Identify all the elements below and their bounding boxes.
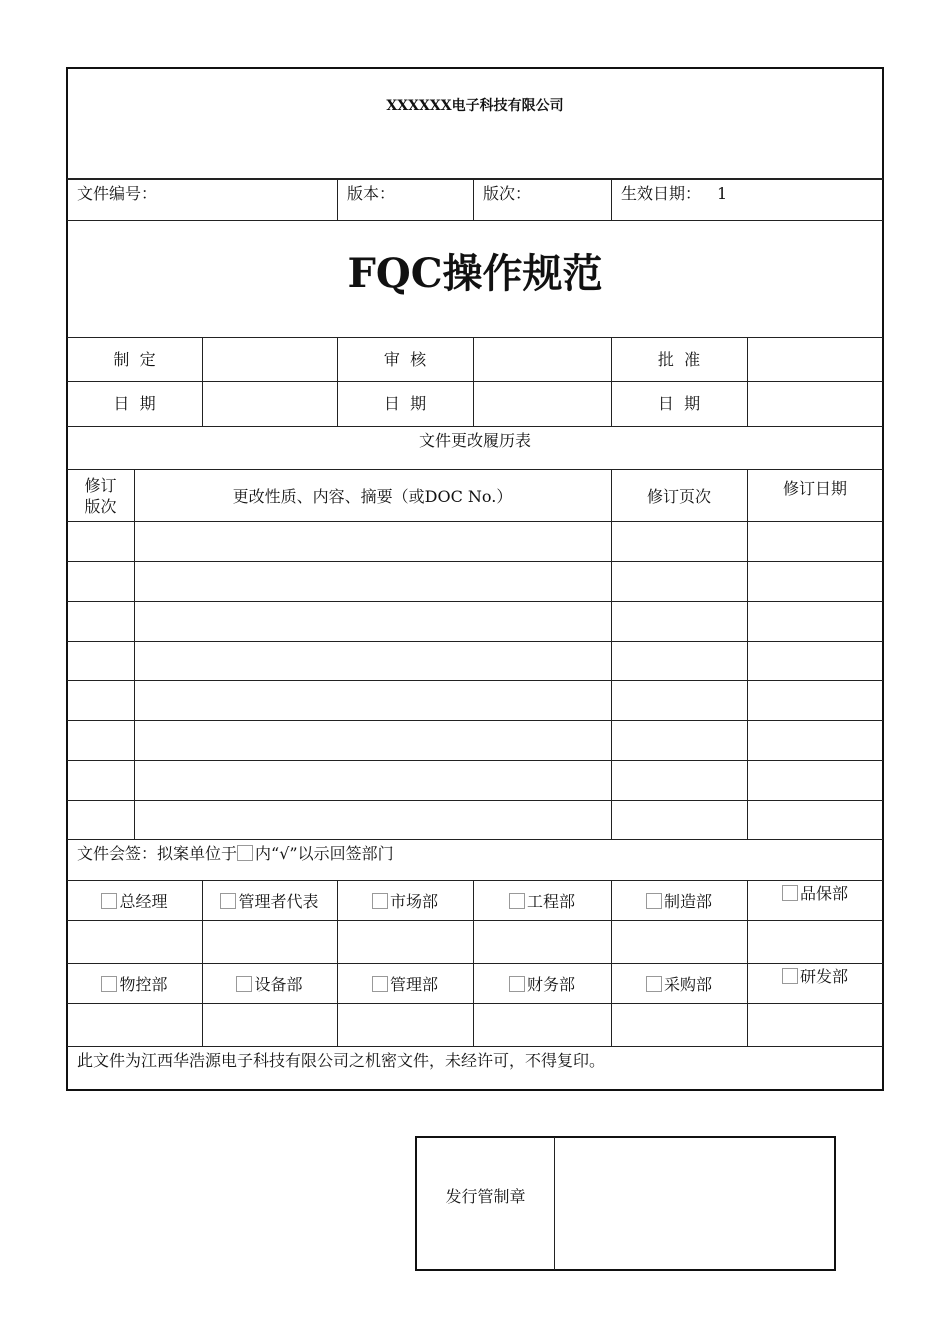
made-by-label: 制 定 bbox=[113, 350, 156, 369]
dept-purchasing[interactable]: 采购部 bbox=[611, 975, 747, 995]
effective-date-value: 1 bbox=[717, 184, 728, 203]
checkbox[interactable] bbox=[220, 893, 236, 909]
checkbox[interactable] bbox=[237, 845, 253, 861]
divider bbox=[611, 469, 612, 839]
dept-finance[interactable]: 财务部 bbox=[473, 975, 611, 995]
doc-number-label: 文件编号： bbox=[77, 184, 158, 203]
divider bbox=[134, 469, 135, 839]
divider bbox=[67, 426, 883, 427]
dept-manufacturing[interactable]: 制造部 bbox=[611, 892, 747, 912]
divider bbox=[747, 469, 748, 839]
divider bbox=[747, 880, 748, 1046]
dept-rnd[interactable]: 研发部 bbox=[747, 967, 883, 987]
divider bbox=[67, 521, 883, 522]
dept-administration[interactable]: 管理部 bbox=[337, 975, 473, 995]
version-label: 版本： bbox=[347, 184, 396, 203]
divider bbox=[67, 561, 883, 562]
review-label: 审 核 bbox=[383, 350, 427, 369]
revision-history-title: 文件更改履历表 bbox=[418, 431, 531, 450]
document-title: FQC操作规范 bbox=[347, 250, 603, 297]
col-header-revision: 修订 bbox=[84, 476, 117, 495]
col-header-pages: 修订页次 bbox=[646, 487, 711, 506]
dept-quality-assurance[interactable]: 品保部 bbox=[747, 884, 883, 904]
checkbox[interactable] bbox=[646, 893, 662, 909]
col-header-date: 修订日期 bbox=[782, 479, 847, 498]
dept-equipment[interactable]: 设备部 bbox=[202, 975, 337, 995]
checkbox[interactable] bbox=[372, 976, 388, 992]
divider bbox=[67, 920, 883, 921]
checkbox[interactable] bbox=[646, 976, 662, 992]
divider bbox=[202, 337, 203, 426]
dept-general-manager[interactable]: 总经理 bbox=[67, 892, 202, 912]
instruction-text: 文件会签：拟案单位于 bbox=[77, 844, 238, 863]
divider bbox=[67, 641, 883, 642]
divider bbox=[554, 1137, 555, 1270]
divider bbox=[337, 178, 338, 220]
confidentiality-note: 此文件为江西华浩源电子科技有限公司之机密文件，未经许可，不得复印。 bbox=[77, 1051, 606, 1070]
checkbox[interactable] bbox=[509, 893, 525, 909]
edition-label: 版次： bbox=[483, 184, 532, 203]
divider bbox=[67, 760, 883, 761]
checkbox[interactable] bbox=[782, 885, 798, 901]
divider bbox=[67, 381, 883, 382]
date-label: 日 期 bbox=[657, 394, 701, 413]
divider bbox=[67, 469, 883, 470]
company-name: XXXXXX电子科技有限公司 bbox=[386, 98, 564, 114]
divider bbox=[67, 1046, 883, 1047]
checkbox[interactable] bbox=[101, 893, 117, 909]
checkbox[interactable] bbox=[509, 976, 525, 992]
approve-label: 批 准 bbox=[657, 350, 701, 369]
checkbox[interactable] bbox=[372, 893, 388, 909]
divider bbox=[473, 337, 474, 426]
divider bbox=[67, 720, 883, 721]
col-header-content: 更改性质、内容、摘要（或DOC No.） bbox=[232, 487, 513, 506]
dept-marketing[interactable]: 市场部 bbox=[337, 892, 473, 912]
date-label: 日 期 bbox=[113, 394, 156, 413]
checkbox[interactable] bbox=[236, 976, 252, 992]
dept-material-control[interactable]: 物控部 bbox=[67, 975, 202, 995]
divider bbox=[67, 1003, 883, 1004]
checkbox[interactable] bbox=[101, 976, 117, 992]
effective-date-label: 生效日期： bbox=[621, 184, 702, 203]
divider bbox=[747, 337, 748, 426]
divider bbox=[611, 178, 612, 220]
divider bbox=[67, 178, 883, 180]
divider bbox=[67, 337, 883, 338]
divider bbox=[67, 880, 883, 881]
countersign-instruction bbox=[77, 844, 394, 864]
divider bbox=[67, 220, 883, 221]
divider bbox=[67, 963, 883, 964]
dept-engineering[interactable]: 工程部 bbox=[473, 892, 611, 912]
divider bbox=[67, 680, 883, 681]
divider bbox=[67, 839, 883, 840]
col-header-revision: 版次 bbox=[84, 497, 117, 516]
date-label: 日 期 bbox=[383, 394, 427, 413]
dept-management-rep[interactable]: 管理者代表 bbox=[202, 892, 337, 912]
checkbox[interactable] bbox=[782, 968, 798, 984]
instruction-text: 内“√”以示回签部门 bbox=[255, 844, 394, 863]
issue-control-stamp-label: 发行管制章 bbox=[445, 1187, 526, 1206]
divider bbox=[67, 601, 883, 602]
divider bbox=[473, 178, 474, 220]
divider bbox=[67, 800, 883, 801]
